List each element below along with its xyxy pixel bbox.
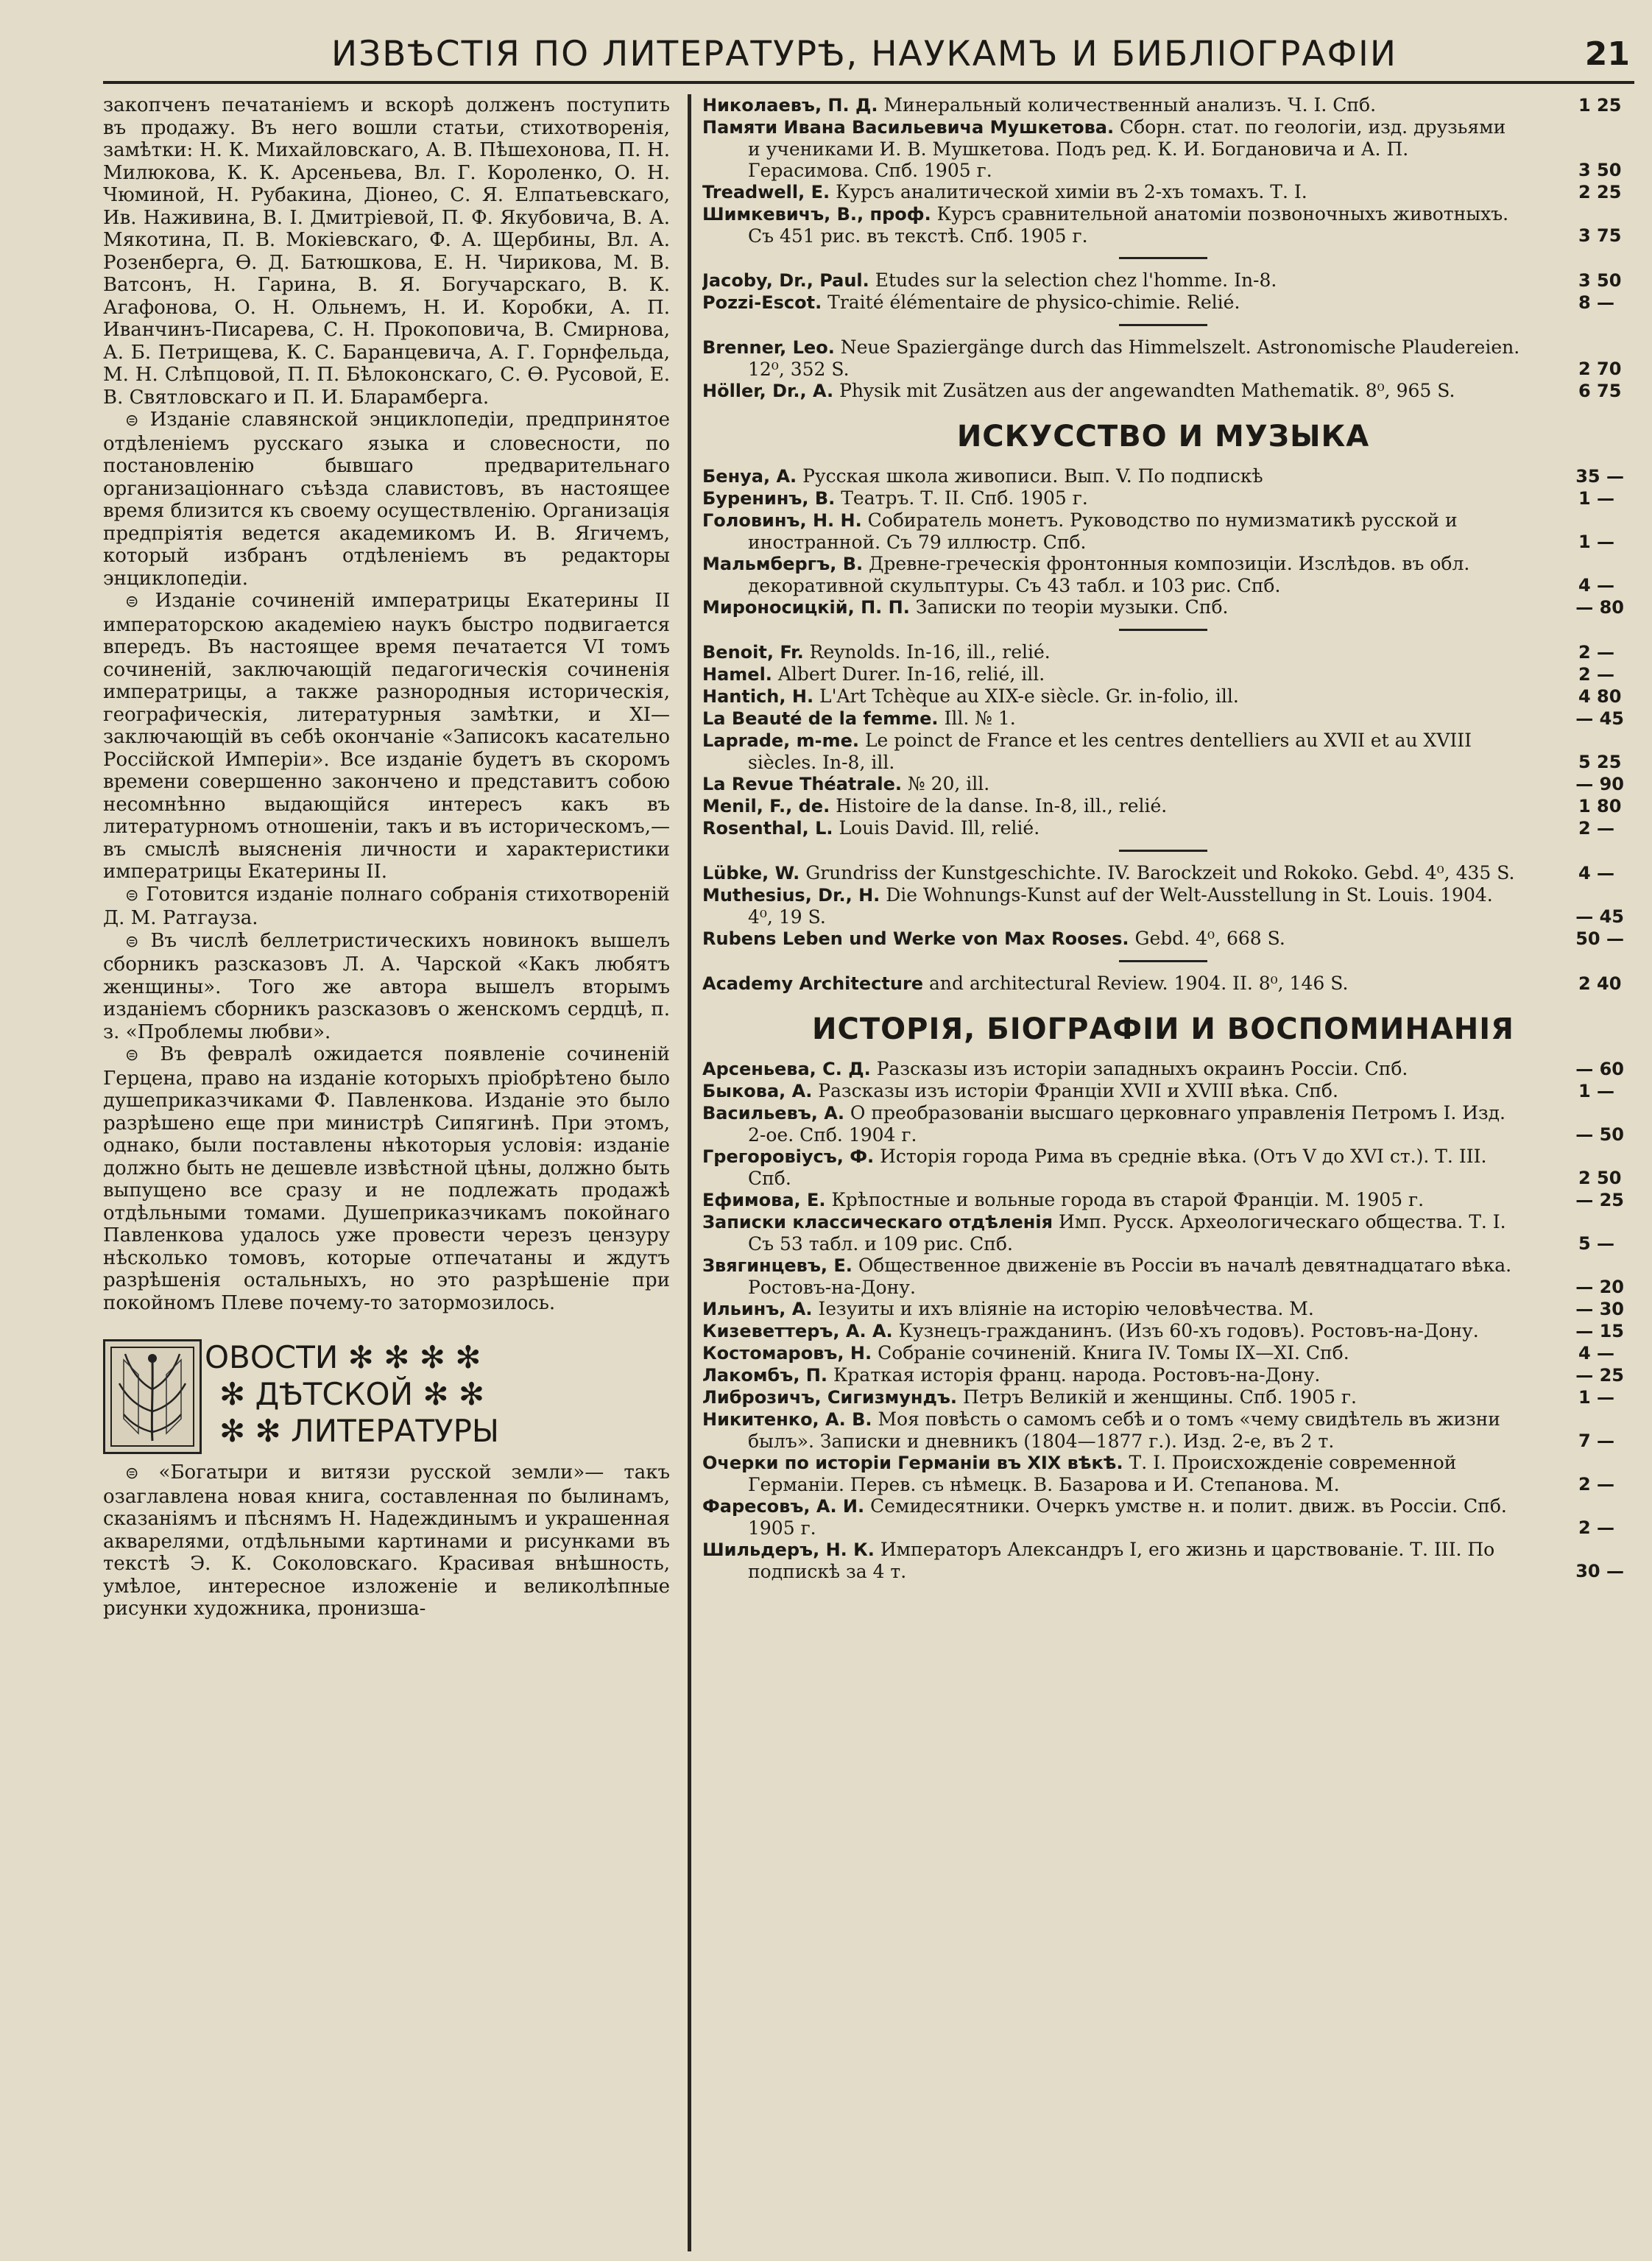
- bibliography-entry: Мальмбергъ, В. Древне-греческія фронтонныя композиціи. Изслѣдов. въ обл. декоративной скульптуры. Съ 43 табл. и 103 рис. Спб. 4 —: [702, 553, 1615, 596]
- bibliography-entry: [702, 773, 1624, 795]
- entry-description: Grundriss der Kunstgeschichte. IV. Barockzeit und Rokoko. Gebd. 4⁰, 435 S.: [805, 862, 1515, 883]
- section-mark-icon: ⊜: [125, 412, 139, 430]
- section-mark-icon: ⊜: [125, 1464, 139, 1483]
- bibliography-entry: Памяти Ивана Васильевича Мушкетова. Сборн. стат. по геологіи, изд. друзьями и учениками И. В. Мушкетова. Подъ ред. К. И. Богдановича и А. П. Герасимова. Спб. 1905 г. 3 50: [702, 116, 1622, 181]
- bibliography-entry: [702, 596, 1624, 618]
- entry-price: — 80: [1575, 597, 1624, 618]
- section-mark-icon: ⊜: [125, 593, 139, 611]
- entry-description: Le poinct de France et les centres dentelliers au XVII et au XVIII siècles. In-8, ill.: [748, 730, 1472, 773]
- bibliography-entry: Laprade, m-me. Le poinct de France et les centres dentelliers au XVII et au XVIII siècles. In-8, ill. 5 25: [702, 730, 1622, 773]
- entry-price: 30 —: [1575, 1561, 1624, 1581]
- entry-author: Laprade, m-me.: [702, 730, 859, 751]
- entry-author: Мироносицкій, П. П.: [702, 597, 910, 618]
- section-mark-icon: ⊜: [125, 932, 139, 951]
- entry-price: — 30: [1575, 1299, 1624, 1319]
- entry-author: La Revue Théatrale.: [702, 774, 903, 794]
- entry-description: Исторія города Рима въ средніе вѣка. (Отъ V до XVI ст.). Т. III. Спб.: [748, 1146, 1487, 1189]
- entry-description: Traité élémentaire de physico-chimie. Relié.: [827, 292, 1240, 313]
- bibliography-entry: [702, 1298, 1624, 1320]
- entry-description: Курсъ аналитической химіи въ 2-хъ томахъ. Т. I.: [836, 181, 1307, 202]
- bibliography-entry: [702, 1255, 1624, 1298]
- bibliography-entry: [702, 1102, 1624, 1146]
- entry-author: Записки классическаго отдѣленія: [702, 1212, 1053, 1232]
- entry-price: 50 —: [1575, 928, 1624, 949]
- entry-author: Höller, Dr., A.: [702, 381, 834, 401]
- bibliography-entry: Грегоровіусъ, Ф. Исторія города Рима въ средніе вѣка. (Отъ V до XVI ст.). Т. III. Спб. 2 50: [702, 1146, 1622, 1189]
- bibliography-entry: Либрозичъ, Сигизмундъ. Петръ Великій и женщины. Спб. 1905 г. 1 —: [702, 1386, 1615, 1408]
- category-heading: ИСКУССТВО И МУЗЫКА: [956, 420, 1370, 454]
- bibliography-entry: [702, 1364, 1624, 1386]
- entry-description: Императоръ Александръ I, его жизнь и царствованіе. Т. III. По подпискѣ за 4 т.: [748, 1539, 1495, 1582]
- entry-author: Никитенко, А. В.: [702, 1409, 872, 1430]
- entry-author: Brenner, Leo.: [702, 337, 835, 358]
- left-column: [103, 94, 670, 1620]
- bibliography-entry: Записки классическаго отдѣленія Имп. Русск. Археологическаго общества. Т. I. Съ 53 табл. и 109 рис. Спб. 5 —: [702, 1211, 1615, 1255]
- entry-description: О преобразованіи высшаго церковнаго управленія Петромъ I. Изд. 2-ое. Спб. 1904 г.: [748, 1102, 1505, 1146]
- bibliography-entry: Jacoby, Dr., Paul. Etudes sur la selection chez l'homme. In-8. 3 50: [702, 269, 1622, 291]
- news-paragraph: [103, 1043, 670, 1314]
- entry-author: Николаевъ, П. Д.: [702, 95, 878, 116]
- entry-author: Ефимова, Е.: [702, 1190, 826, 1210]
- entry-description: Histoire de la danse. In-8, ill., relié.: [836, 795, 1168, 816]
- entry-author: Арсеньева, С. Д.: [702, 1059, 871, 1079]
- section-separator: [1119, 257, 1207, 259]
- running-header: [103, 15, 1634, 84]
- entry-description: Минеральный количественный анализъ. Ч. I. Спб.: [883, 94, 1377, 116]
- entry-description: Курсъ сравнительной анатоміи позвоночныхъ животныхъ. Съ 451 рис. въ текстѣ. Спб. 1905 г.: [748, 203, 1509, 247]
- entry-description: Театръ. Т. II. Спб. 1905 г.: [841, 487, 1088, 509]
- entry-author: Костомаровъ, Н.: [702, 1343, 872, 1364]
- entry-description: Крѣпостные и вольные города въ старой Франціи. М. 1905 г.: [831, 1189, 1425, 1210]
- bibliography-entry: [702, 884, 1624, 928]
- entry-price: — 15: [1575, 1321, 1624, 1341]
- entry-author: Muthesius, Dr., H.: [702, 885, 880, 906]
- entry-description: Кузнецъ-гражданинъ. (Изъ 60-хъ годовъ). Ростовъ-на-Дону.: [898, 1320, 1479, 1341]
- entry-description: Древне-греческія фронтонныя композиціи. Изслѣдов. въ обл. декоративной скульптуры. Съ 43 табл. и 103 рис. Спб.: [748, 553, 1470, 596]
- entry-author: Rosenthal, L.: [702, 818, 833, 839]
- entry-author: Benoit, Fr.: [702, 642, 804, 663]
- bibliography-entry: Костомаровъ, Н. Собраніе сочиненій. Книга IV. Томы IX—XI. Спб. 4 —: [702, 1342, 1615, 1364]
- entry-price: — 50: [1575, 1124, 1624, 1145]
- entry-author: Hamel.: [702, 664, 772, 685]
- bibliography-entry: Lübke, W. Grundriss der Kunstgeschichte. IV. Barockzeit und Rokoko. Gebd. 4⁰, 435 S. 4 —: [702, 862, 1615, 883]
- section-separator: [1119, 850, 1207, 852]
- news-paragraph: [103, 930, 670, 1044]
- paragraph-text: закопченъ печатаніемъ и вскорѣ долженъ поступить въ продажу. Въ него вошли статьи, стихотворенія, замѣтки: Н. К. Михайловскаго, А. В. Пѣшехонова, П. Н. Милюкова, К. К. Арсеньева, Вл. Г. Короленко, О. Н. Чюминой, Н. Рубакина, Діонео, С. Я. Елпатьевскаго, Ив. Наживина, В. І. Дмитріевой, П. Ф. Якубовича, В. А. Мякотина, П. В. Мокіевскаго, Ф. А. Щербины, Вл. А. Розенберга, Ѳ. Д. Батюшкова, Е. Н. Чирикова, М. В. Ватсонъ, Н. Гарина, В. Я. Богучарскаго, В. К. Агафонова, О. Н. Ольнемъ, Н. И. Коробки, А. П. Иванчинъ-Писарева, С. Н. Прокоповича, В. Смирнова, А. Б. Петрищева, К. С. Баранцевича, А. Г. Горнфельда, М. Н. Слѣпцовой, П. П. Бѣлоконскаго, С. Ѳ. Русовой, Е. В. Святловскаго и П. И. Бларамберга.: [103, 94, 670, 409]
- entry-description: L'Art Tchèque au XIX-e siècle. Gr. in-folio, ill.: [819, 685, 1239, 707]
- entry-author: Фаресовъ, А. И.: [702, 1496, 865, 1517]
- entry-price: — 90: [1575, 774, 1624, 794]
- bibliography-entry: Menil, F., de. Histoire de la danse. In-8, ill., relié. 1 80: [702, 795, 1622, 816]
- entry-price: — 25: [1575, 1365, 1624, 1386]
- entry-description: Albert Durer. In-16, relié, ill.: [777, 663, 1045, 685]
- entry-author: Буренинъ, В.: [702, 488, 836, 509]
- section-separator: [1119, 324, 1207, 326]
- entry-description: Общественное движеніе въ Россіи въ началѣ девятнадцатаго вѣка. Ростовъ-на-Дону.: [748, 1255, 1512, 1298]
- news-paragraph: [103, 1461, 670, 1620]
- entry-description: Семидесятники. Очеркъ умстве н. и полит. движ. въ Россіи. Спб. 1905 г.: [748, 1495, 1507, 1539]
- entry-author: Lübke, W.: [702, 863, 800, 883]
- entry-description: Собраніе сочиненій. Книга IV. Томы IX—XI. Спб.: [878, 1342, 1349, 1364]
- bibliography-entry: Höller, Dr., A. Physik mit Zusätzen aus der angewandten Mathematik. 8⁰, 965 S. 6 75: [702, 380, 1622, 401]
- news-paragraph: [103, 883, 670, 930]
- bibliography-entry: Быкова, А. Разсказы изъ исторіи Франціи XVII и XVIII вѣка. Спб. 1 —: [702, 1080, 1615, 1101]
- entry-author: Шимкевичъ, В., проф.: [702, 204, 931, 225]
- entry-description: № 20, ill.: [907, 773, 990, 794]
- bibliography-entry: Фаресовъ, А. И. Семидесятники. Очеркъ умстве н. и полит. движ. въ Россіи. Спб. 1905 г. 2 —: [702, 1495, 1615, 1539]
- bibliography-entry: Brenner, Leo. Neue Spaziergänge durch das Himmelszelt. Astronomische Plaudereien. 12⁰, 352 S. 2 70: [702, 336, 1622, 380]
- entry-description: Краткая исторія франц. народа. Ростовъ-на-Дону.: [833, 1364, 1321, 1386]
- paragraph-text: Готовится изданіе полнаго собранія стихотвореній Д. М. Ратгауза.: [103, 883, 670, 929]
- entry-price: — 25: [1575, 1190, 1624, 1210]
- entry-price: — 45: [1575, 906, 1624, 927]
- entry-author: Головинъ, Н. Н.: [702, 510, 862, 531]
- entry-author: Ильинъ, А.: [702, 1299, 813, 1319]
- page-number: 21: [1584, 35, 1630, 73]
- paragraph-text: Въ числѣ беллетристическихъ новинокъ вышелъ сборникъ разсказовъ Л. А. Чарской «Какъ любятъ женщины». Того же автора вышелъ вторымъ изданіемъ сборникъ разсказовъ о женскомъ сердцѣ, п. з. «Проблемы любви».: [103, 929, 670, 1043]
- paragraph-text: Изданіе славянской энциклопедіи, предпринятое отдѣленіемъ русскаго языка и словесности, по постановленію бывшаго предварительнаго организаціоннаго съѣзда славистовъ, въ настоящее время близится къ своему осуществленію. Организація предпріятія ведется академикомъ И. В. Ягичемъ, который избранъ отдѣленіемъ въ редакторы энциклопедіи.: [103, 409, 670, 590]
- bibliography-entry: [702, 708, 1624, 730]
- entry-author: Кизеветтеръ, А. А.: [702, 1321, 893, 1341]
- journal-title: ИЗВѢСТІЯ ПО ЛИТЕРАТУРѢ, НАУКАМЪ И БИБЛІОГРАФІИ: [331, 34, 1398, 74]
- entry-author: Treadwell, E.: [702, 182, 830, 202]
- entry-description: Сборн. стат. по геологіи, изд. друзьями и учениками И. В. Мушкетова. Подъ ред. К. И. Богдановича и А. П. Герасимова. Спб. 1905 г.: [748, 116, 1506, 181]
- bibliography-entry: [702, 1320, 1624, 1342]
- column-divider: [688, 94, 691, 2251]
- entry-description: Разсказы изъ исторіи Франціи XVII и XVIII вѣка. Спб.: [818, 1080, 1338, 1101]
- entry-author: Звягинцевъ, Е.: [702, 1255, 853, 1276]
- entry-author: Васильевъ, А.: [702, 1103, 844, 1124]
- bibliography-entry: Буренинъ, В. Театръ. Т. II. Спб. 1905 г. 1 —: [702, 487, 1615, 509]
- entry-description: Ill. № 1.: [944, 708, 1016, 729]
- section-separator: [1119, 629, 1207, 631]
- bibliography-entry: Rosenthal, L. Louis David. Ill, relié. 2 —: [702, 817, 1615, 839]
- category-heading: ИСТОРІЯ, БІОГРАФІИ И ВОСПОМИНАНІЯ: [812, 1012, 1514, 1046]
- entry-author: Грегоровіусъ, Ф.: [702, 1146, 875, 1167]
- section-mark-icon: ⊜: [125, 1046, 139, 1065]
- bibliography-entry: Шимкевичъ, В., проф. Курсъ сравнительной анатоміи позвоночныхъ животныхъ. Съ 451 рис. въ текстѣ. Спб. 1905 г. 3 75: [702, 203, 1622, 247]
- entry-price: — 45: [1575, 708, 1624, 729]
- bibliography-entry: [702, 928, 1624, 950]
- entry-author: Rubens Leben und Werke von Max Rooses.: [702, 928, 1129, 949]
- entry-description: Іезуиты и ихъ вліяніе на исторію человѣчества. М.: [818, 1298, 1314, 1319]
- entry-description: Т. I. Происхожденіе современной Германіи. Перев. съ нѣмецк. В. Базарова и И. Степанова. М.: [748, 1452, 1457, 1495]
- bibliography-entry: [702, 1058, 1624, 1080]
- news-paragraph: [103, 590, 670, 883]
- entry-description: Записки по теоріи музыки. Спб.: [915, 596, 1229, 618]
- bibliography-entry: [702, 1539, 1624, 1582]
- news-paragraphs: [103, 94, 670, 1314]
- entry-author: Бенуа, А.: [702, 466, 797, 487]
- news-paragraph: [103, 409, 670, 590]
- entry-author: Jacoby, Dr., Paul.: [702, 270, 869, 291]
- right-column: [702, 94, 1624, 1582]
- entry-author: Мальмбергъ, В.: [702, 554, 864, 574]
- entry-author: Быкова, А.: [702, 1081, 813, 1101]
- entry-author: La Beauté de la femme.: [702, 708, 939, 729]
- entry-author: Hantich, H.: [702, 686, 814, 707]
- entry-description: Моя повѣсть о самомъ себѣ и о томъ «чему свидѣтель въ жизни былъ». Записки и дневникъ (1804—1877 г.). Изд. 2-е, въ 2 т.: [748, 1408, 1500, 1452]
- heading-line-2: ✻ ДѢТСКОЙ ✻ ✻: [219, 1376, 485, 1412]
- entry-author: Очерки по исторіи Германіи въ XIX вѣкѣ.: [702, 1453, 1123, 1473]
- bibliography-entry: Очерки по исторіи Германіи въ XIX вѣкѣ. Т. I. Происхожденіе современной Германіи. Перев. съ нѣмецк. В. Базарова и И. Степанова. М. 2 —: [702, 1452, 1615, 1495]
- entry-description: Physik mit Zusätzen aus der angewandten Mathematik. 8⁰, 965 S.: [839, 380, 1455, 401]
- section-mark-icon: ⊜: [125, 886, 139, 905]
- entry-author: Menil, F., de.: [702, 796, 830, 816]
- entry-author: Шильдеръ, Н. К.: [702, 1539, 875, 1560]
- entry-description: Имп. Русск. Археологическаго общества. Т. I. Съ 53 табл. и 109 рис. Спб.: [748, 1211, 1506, 1255]
- entry-author: Либрозичъ, Сигизмундъ.: [702, 1387, 958, 1408]
- children-literature-heading: [103, 1339, 670, 1457]
- paragraph-text: «Богатыри и витязи русской земли»— такъ озаглавлена новая книга, составленная по былинамъ, сказаніямъ и пѣснямъ Н. Надеждинымъ и украшенная акварелями, отдѣльными картинами и рисунками въ текстѣ Э. К. Соколовскаго. Красивая внѣшность, умѣлое, интересное изложеніе и великолѣпные рисунки художника, пронизша-: [103, 1461, 670, 1620]
- paragraph-text: Въ февралѣ ожидается появленіе сочиненій Герцена, право на изданіе которыхъ пріобрѣтено было душеприказчиками Ф. Павленкова. Изданіе это было разрѣшено еще при министрѣ Сипягинѣ. При этомъ, однако, были поставлены нѣкоторыя условія: изданіе должно быть не дешевле извѣстной цѣны, должно быть выпущено все сразу и не подлежать продажѣ отдѣльными томами. Душеприказчикамъ покойнаго Павленкова удалось уже провести черезъ цензуру нѣсколько томовъ, которые отпечатаны и ждутъ разрѣшенія остальныхъ, но это разрѣшеніе при покойномъ Плеве почему-то затормозилось.: [103, 1043, 670, 1314]
- entry-author: Лакомбъ, П.: [702, 1365, 827, 1386]
- news-paragraph: [103, 94, 670, 409]
- entry-description: Etudes sur la selection chez l'homme. In-8.: [875, 269, 1277, 291]
- entry-author: Pozzi-Escot.: [702, 292, 822, 313]
- bibliography-entry: Головинъ, Н. Н. Собиратель монетъ. Руководство по нумизматикѣ русской и иностранной. Съ 79 иллюстр. Спб. 1 —: [702, 509, 1615, 553]
- bibliography-entry: [702, 1189, 1624, 1211]
- bibliography-entry: Николаевъ, П. Д. Минеральный количественный анализъ. Ч. I. Спб. 1 25: [702, 94, 1622, 116]
- entry-price: 35 —: [1575, 466, 1624, 487]
- bibliography-entry: Pozzi-Escot. Traité élémentaire de physico-chimie. Relié. 8 —: [702, 292, 1615, 313]
- entry-description: Neue Spaziergänge durch das Himmelszelt. Astronomische Plaudereien. 12⁰, 352 S.: [748, 336, 1520, 380]
- children-literature-paragraphs: [103, 1461, 670, 1620]
- entry-description: Разсказы изъ исторіи западныхъ окраинъ Россіи. Спб.: [876, 1058, 1408, 1079]
- bibliography-entry: Academy Architecture and architectural Review. 1904. II. 8⁰, 146 S. 2 40: [702, 973, 1622, 994]
- section-separator: [1119, 960, 1207, 962]
- entry-description: Собиратель монетъ. Руководство по нумизматикѣ русской и иностранной. Съ 79 иллюстр. Спб.: [748, 509, 1458, 553]
- bibliography-entry: [702, 465, 1624, 487]
- entry-description: Русская школа живописи. Вып. V. По подпискѣ: [802, 465, 1263, 487]
- entry-description: Петръ Великій и женщины. Спб. 1905 г.: [962, 1386, 1357, 1408]
- entry-author: Памяти Ивана Васильевича Мушкетова.: [702, 117, 1115, 138]
- heading-line-1: ОВОСТИ ✻ ✻ ✻ ✻: [205, 1339, 481, 1375]
- bibliography-entry: Никитенко, А. В. Моя повѣсть о самомъ себѣ и о томъ «чему свидѣтель въ жизни былъ». Записки и дневникъ (1804—1877 г.). Изд. 2-е, въ 2 т. 7 —: [702, 1408, 1615, 1452]
- bibliography-entry: Benoit, Fr. Reynolds. In-16, ill., relié. 2 —: [702, 641, 1615, 663]
- paragraph-text: Изданіе сочиненій императрицы Екатерины II императорскою академіею наукъ быстро подвигается впередъ. Въ настоящее время печатается VI томъ сочиненій, заключающій педагогическія сочиненія императрицы, а также разнородныя историческія, географическія, литературныя замѣтки, и XI—заключающій въ себѣ окончаніе «Записокъ касательно Россійской Имперіи». Все изданіе будетъ въ скоромъ времени совершенно закончено и представитъ собою несомнѣнно выдающійся интересъ какъ въ литературномъ отношеніи, такъ и въ историческомъ,—въ смыслѣ выясненія личности и характеристики императрицы Екатерины II.: [103, 590, 670, 883]
- bibliography-entry: Treadwell, E. Курсъ аналитической химіи въ 2-хъ томахъ. Т. I. 2 25: [702, 181, 1622, 202]
- bibliography-entry: Hamel. Albert Durer. In-16, relié, ill. 2 —: [702, 663, 1615, 685]
- entry-price: — 60: [1575, 1059, 1624, 1079]
- entry-description: Die Wohnungs-Kunst auf der Welt-Ausstellung in St. Louis. 1904. 4⁰, 19 S.: [748, 884, 1493, 928]
- entry-description: and architectural Review. 1904. II. 8⁰, 146 S.: [929, 973, 1349, 994]
- entry-price: — 20: [1575, 1277, 1624, 1297]
- entry-description: Louis David. Ill, relié.: [839, 817, 1040, 839]
- ornamental-initial-icon: [103, 1339, 202, 1454]
- entry-description: Gebd. 4⁰, 668 S.: [1134, 928, 1285, 949]
- entry-description: Reynolds. In-16, ill., relié.: [809, 641, 1051, 663]
- heading-line-3: ✻ ✻ ЛИТЕРАТУРЫ: [219, 1413, 499, 1449]
- entry-author: Academy Architecture: [702, 973, 924, 994]
- bibliography-entry: Hantich, H. L'Art Tchèque au XIX-e siècle. Gr. in-folio, ill. 4 80: [702, 685, 1622, 707]
